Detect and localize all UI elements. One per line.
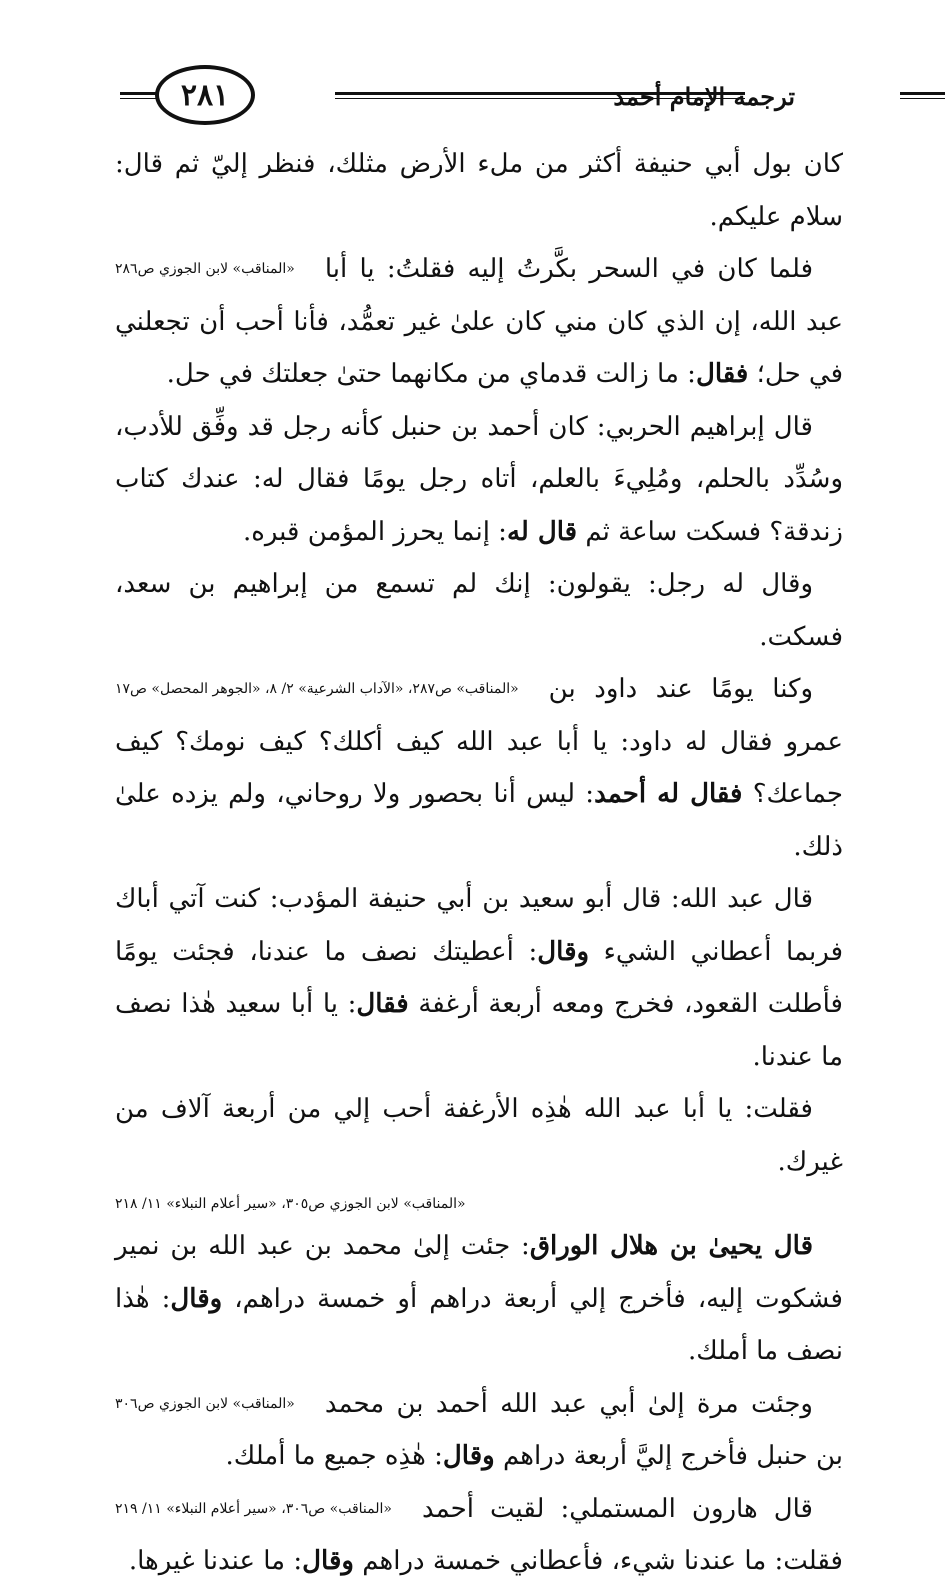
bold-speaker: فقال: [356, 989, 409, 1019]
paragraph: [115, 1378, 843, 1483]
header-rule-right: [900, 92, 945, 99]
bold-speaker: وقال: [302, 1546, 354, 1576]
text-run: : ما عندنا غيرها.: [128, 1546, 303, 1576]
paragraph: [115, 873, 843, 1083]
text-run: قال عبد الله: قال أبو سعيد بن أبي حنيفة المؤدب: كنت آتي أباك فربما أعطاني الشيء: [115, 884, 843, 967]
text-run: وجئت مرة إلىٰ أبي عبد الله أحمد بن محمد بن حنبل فأخرج إليَّ أربعة دراهم: [324, 1388, 843, 1471]
source-citation: «المناقب» ص٣٠٦، «سير أعلام النبلاء» ١١/ ٢١٩: [115, 1500, 392, 1517]
text-run: فقلت: يا أبا عبد الله هٰذِه الأرغفة أحب إلي من أربعة آلاف من غيرك.: [115, 1094, 843, 1177]
bold-speaker: قال يحيىٰ بن هلال الوراق: [529, 1231, 813, 1261]
text-run: قال إبراهيم الحربي: كان أحمد بن حنبل كأنه رجل قد وفِّق للأدب، وسُدِّد بالحلم، ومُلِيءَ بالعلم، أتاه رجل يومًا فقال له: عندك كتاب زندقة؟ فسكت ساعة ثم: [115, 411, 843, 547]
paragraph: [115, 558, 843, 663]
source-citation: «المناقب» لابن الجوزي ص٣٠٦: [115, 1395, 295, 1412]
paragraph: [115, 243, 843, 401]
page-number: ٢٨١: [155, 65, 255, 125]
text-run: قال هارون المستملي: لقيت أحمد فقلت: ما عندنا شيء، فأعطاني خمسة دراهم: [353, 1493, 843, 1576]
text-run: : ليس أنا بحصور ولا روحاني، ولم يزده علىٰ ذلك.: [115, 779, 843, 862]
text-run: وقال له رجل: يقولون: إنك لم تسمع من إبراهيم بن سعد، فسكت.: [115, 569, 843, 652]
bold-speaker: وقال: [537, 936, 590, 967]
bold-speaker: وقال: [170, 1283, 223, 1314]
text-run: فلما كان في السحر بكَّرتُ إليه فقلتُ: يا أبا عبد الله، إن الذي كان مني كان علىٰ غير تعمُّد، فأنا أحب أن تجعلني في حل؛: [115, 254, 843, 389]
source-citation: «المناقب» ص٢٨٧، «الآداب الشرعية» ٢/ ٨، «الجوهر المحصل» ص١٧: [115, 681, 519, 697]
paragraph: [115, 663, 843, 873]
text-run: : ما زالت قدماي من مكانهما حتىٰ جعلتك في حل.: [166, 359, 696, 389]
paragraph: [115, 1083, 843, 1188]
text-run: : جئت إلىٰ محمد بن عبد الله بن نمير فشكوت إليه، فأخرج إلي أربعة دراهم أو خمسة دراهم،: [115, 1231, 843, 1314]
bold-speaker: فقال له أحمد: [594, 779, 743, 809]
header-rule-left: [120, 92, 160, 99]
source-citation: «المناقب» لابن الجوزي ص٣٠٥، «سير أعلام النبلاء» ١١/ ٢١٨: [115, 1196, 466, 1212]
page-body: [115, 138, 843, 1588]
text-run: : يا أبا سعيد هٰذا نصف ما عندنا.: [115, 989, 843, 1072]
paragraph: [115, 401, 843, 559]
paragraph: [115, 1220, 843, 1378]
text-run: : إنما يحرز المؤمن قبره.: [242, 516, 507, 547]
running-title: ترجمة الإمام أحمد: [613, 82, 795, 111]
bold-speaker: فقال: [695, 359, 749, 389]
bold-speaker: وقال: [442, 1441, 495, 1471]
text-run: كان بول أبي حنيفة أكثر من ملء الأرض مثلك، فنظر إليّ ثم قال: سلام عليكم.: [115, 149, 843, 232]
text-run: : أعطيتك نصف ما عندنا، فجئت يومًا فأطلت القعود، فخرج ومعه أربعة أرغفة: [115, 936, 843, 1019]
source-citation: «المناقب» لابن الجوزي ص٢٨٦: [115, 261, 295, 277]
paragraph: [115, 138, 843, 243]
bold-speaker: قال له: [506, 516, 578, 547]
text-run: : هٰذِه جميع ما أملك.: [225, 1441, 443, 1471]
page-header: [110, 60, 845, 132]
paragraph: [115, 1483, 843, 1588]
text-run: وكنا يومًا عند داود بن عمرو فقال له داود: يا أبا عبد الله كيف أكلك؟ كيف نومك؟ كيف جماعك؟: [115, 674, 844, 809]
text-run: : هٰذا نصف ما أملك.: [115, 1283, 843, 1366]
